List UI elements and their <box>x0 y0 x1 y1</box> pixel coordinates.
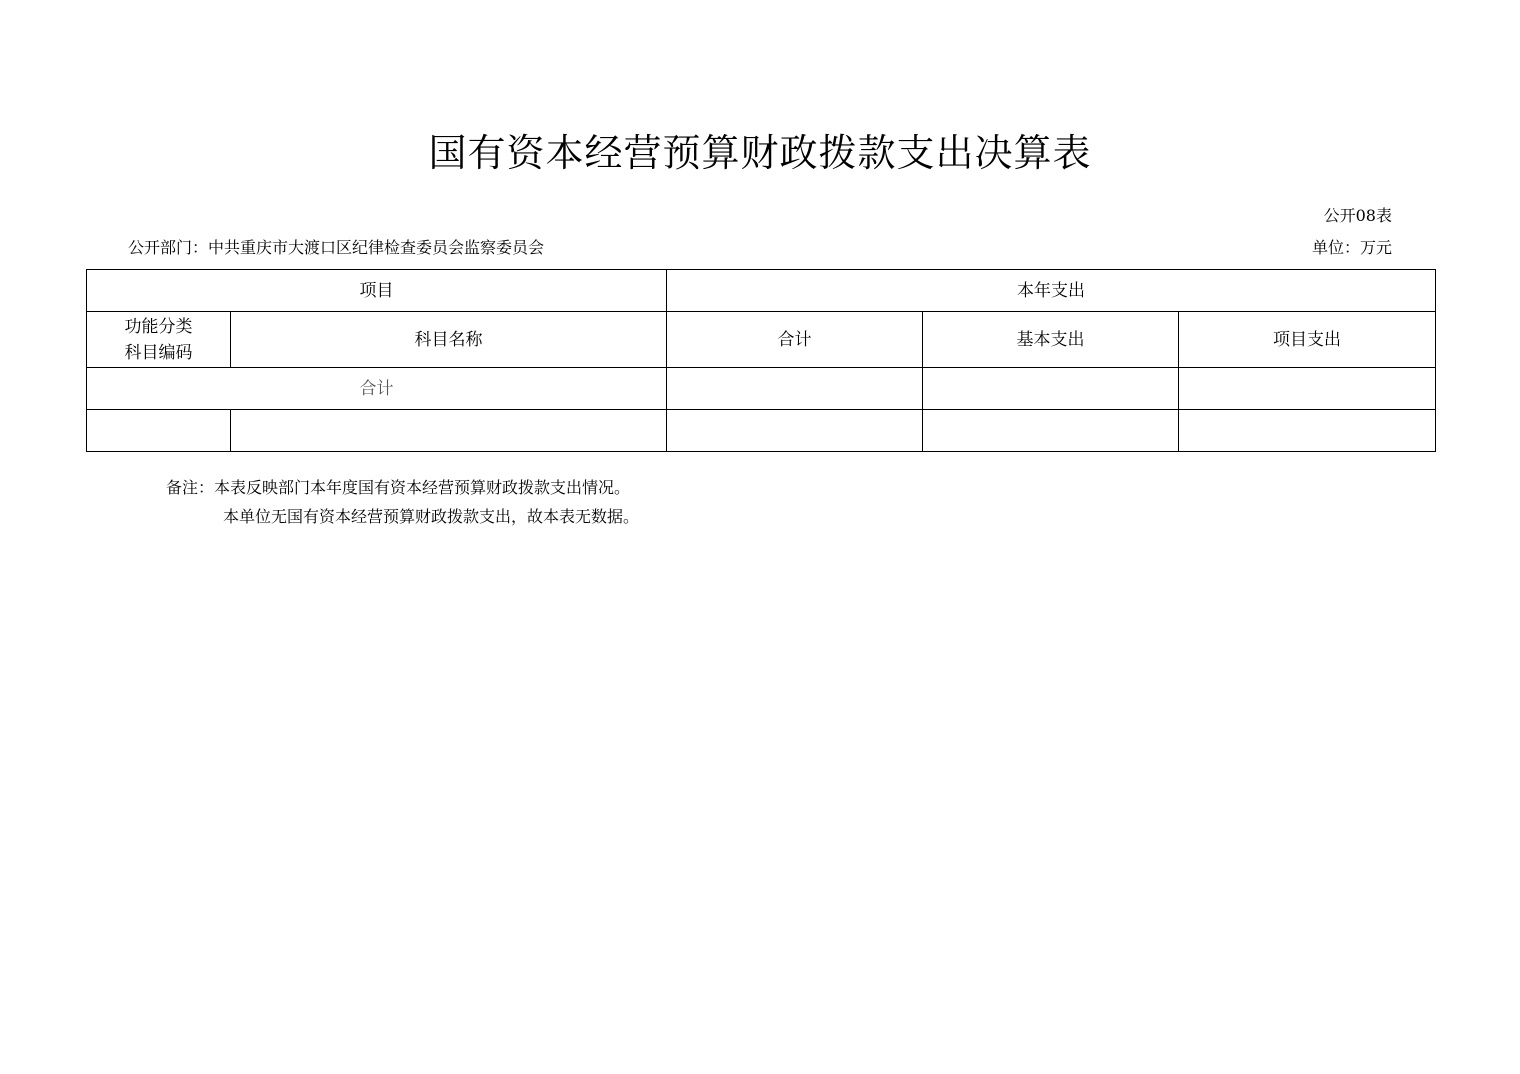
row-total-cell <box>667 410 923 452</box>
total-row-project-cell <box>1179 368 1436 410</box>
row-code-cell <box>87 410 231 452</box>
notes <box>166 473 639 531</box>
header-function-code <box>87 312 231 368</box>
row-project-cell <box>1179 410 1436 452</box>
header-current-year: 本年支出 <box>667 270 1436 312</box>
unit-label: 单位：万元 <box>1311 238 1392 257</box>
page-title: 国有资本经营预算财政拨款支出决算表 <box>428 131 1092 175</box>
table-header-row <box>87 270 1436 312</box>
note-line-1: 备注：本表反映部门本年度国有资本经营预算财政拨款支出情况。 <box>166 478 631 497</box>
table-row <box>87 410 1436 452</box>
header-total: 合计 <box>667 312 923 368</box>
table-code: 公开08表 <box>1323 206 1392 225</box>
header-function-code-line2: 科目编码 <box>124 342 193 363</box>
header-project-expenditure: 项目支出 <box>1179 312 1436 368</box>
budget-table <box>86 269 1436 452</box>
table-total-row <box>87 368 1436 410</box>
header-subject-name: 科目名称 <box>231 312 667 368</box>
row-name-cell <box>231 410 667 452</box>
header-function-code-line1: 功能分类 <box>124 316 193 337</box>
total-row-label: 合计 <box>87 368 667 410</box>
header-item: 项目 <box>87 270 667 312</box>
department-label: 公开部门：中共重庆市大渡口区纪律检查委员会监察委员会 <box>128 238 545 257</box>
total-row-basic-cell <box>923 368 1179 410</box>
row-basic-cell <box>923 410 1179 452</box>
table-subheader-row <box>87 312 1436 368</box>
total-row-total-cell <box>667 368 923 410</box>
header-basic-expenditure: 基本支出 <box>923 312 1179 368</box>
note-line-2: 本单位无国有资本经营预算财政拨款支出，故本表无数据。 <box>223 507 640 526</box>
